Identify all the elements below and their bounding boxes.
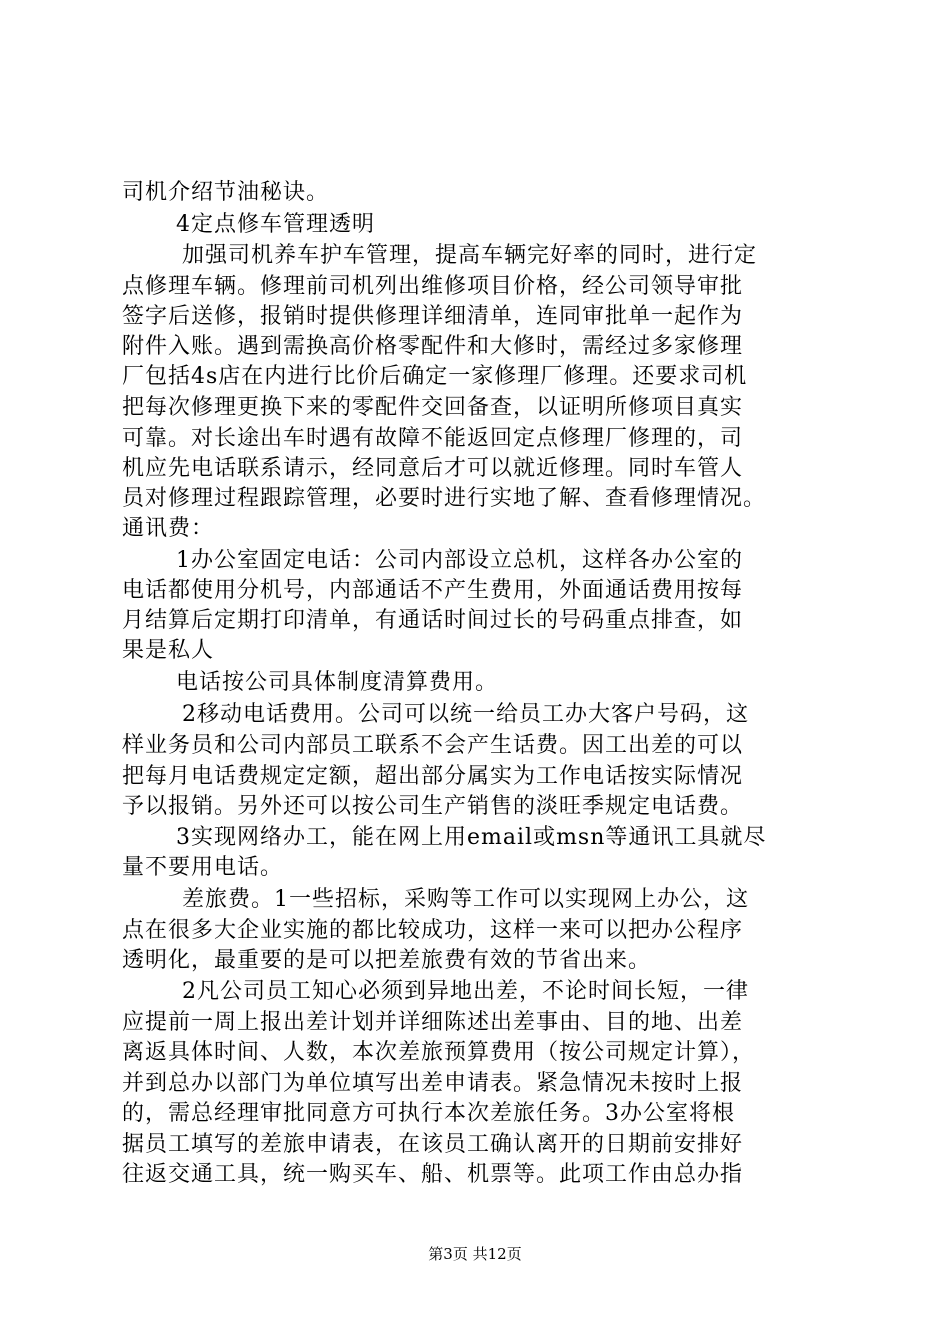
text-line: 应提前一周上报出差计划并详细陈述出差事由、目的地、出差 xyxy=(122,1010,744,1035)
text-line: 的，需总经理审批同意方可执行本次差旅任务。3办公室将根 xyxy=(122,1101,735,1126)
text-line: 签字后送修，报销时提供修理详细清单，连同审批单一起作为 xyxy=(122,304,744,329)
text-line: 员对修理过程跟踪管理，必要时进行实地了解、查看修理情况。 xyxy=(122,486,767,511)
section-heading: 通讯费： xyxy=(122,516,215,541)
text-line: 可靠。对长途出车时遇有故障不能返回定点修理厂修理的，司 xyxy=(122,426,744,451)
text-line: 透明化，最重要的是可以把差旅费有效的节省出来。 xyxy=(122,948,652,973)
text-line: 点在很多大企业实施的都比较成功，这样一来可以把办公程序 xyxy=(122,918,744,943)
text-line: 电话按公司具体制度清算费用。 xyxy=(176,670,499,695)
text-line: 2移动电话费用。公司可以统一给员工办大客户号码，这 xyxy=(182,702,749,727)
text-line: 1办公室固定电话：公司内部设立总机，这样各办公室的 xyxy=(176,548,743,573)
text-line: 样业务员和公司内部员工联系不会产生话费。因工出差的可以 xyxy=(122,733,744,758)
text-line: 把每月电话费规定定额，超出部分属实为工作电话按实际情况 xyxy=(122,764,744,789)
text-line: 差旅费。1一些招标，采购等工作可以实现网上办公，这 xyxy=(182,887,749,912)
section-heading: 4定点修车管理透明 xyxy=(176,212,375,237)
text-line: 2凡公司员工知心必须到异地出差，不论时间长短，一律 xyxy=(182,979,749,1004)
text-line: 附件入账。遇到需换高价格零配件和大修时，需经过多家修理 xyxy=(122,334,744,359)
text-line: 厂包括4s店在内进行比价后确定一家修理厂修理。还要求司机 xyxy=(122,364,748,389)
text-line: 把每次修理更换下来的零配件交回备查，以证明所修项目真实 xyxy=(122,395,744,420)
text-line: 机应先电话联系请示，经同意后才可以就近修理。同时车管人 xyxy=(122,456,744,481)
text-line: 点修理车辆。修理前司机列出维修项目价格，经公司领导审批 xyxy=(122,274,744,299)
text-line: 予以报销。另外还可以按公司生产销售的淡旺季规定电话费。 xyxy=(122,794,744,819)
text-line: 量不要用电话。 xyxy=(122,855,284,880)
page-number-footer: 第3页 共12页 xyxy=(428,1245,522,1263)
text-line: 据员工填写的差旅申请表，在该员工确认离开的日期前安排好 xyxy=(122,1132,744,1157)
text-line: 并到总办以部门为单位填写出差申请表。紧急情况未按时上报 xyxy=(122,1071,744,1096)
text-line: 司机介绍节油秘诀。 xyxy=(122,180,330,205)
text-line: 往返交通工具，统一购买车、船、机票等。此项工作由总办指 xyxy=(122,1162,744,1187)
text-line: 加强司机养车护车管理，提高车辆完好率的同时，进行定 xyxy=(182,243,758,268)
text-line: 月结算后定期打印清单，有通话时间过长的号码重点排查，如 xyxy=(122,608,744,633)
text-line: 3实现网络办工，能在网上用email或msn等通讯工具就尽 xyxy=(176,825,767,850)
text-line: 电话都使用分机号，内部通话不产生费用，外面通话费用按每 xyxy=(122,578,744,603)
text-line: 离返具体时间、人数，本次差旅预算费用（按公司规定计算）， xyxy=(122,1040,756,1065)
text-line: 果是私人 xyxy=(122,638,215,663)
